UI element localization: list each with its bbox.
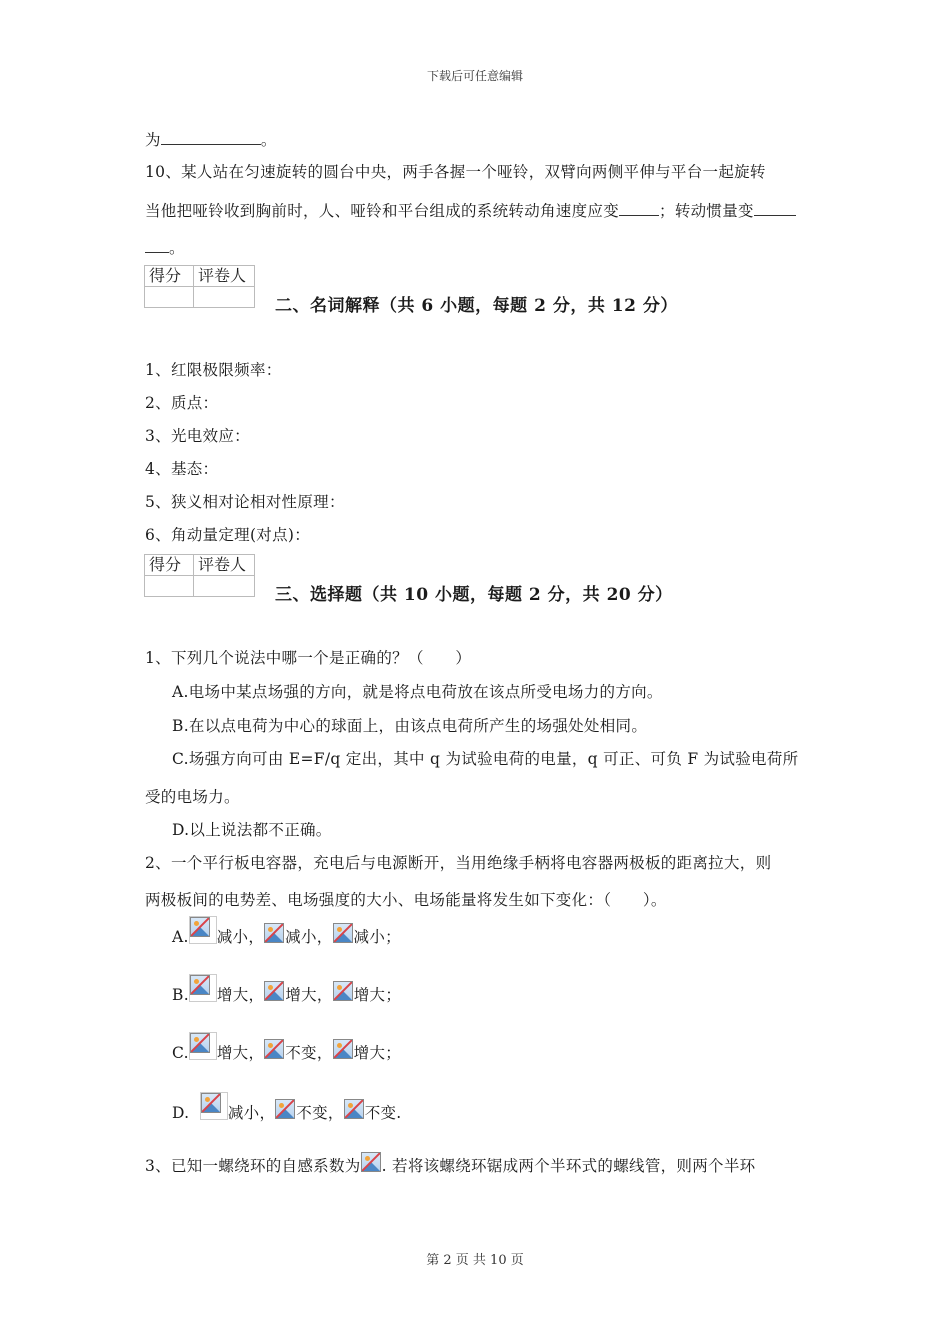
q2-option-a — [172, 916, 401, 947]
q2-option-b — [172, 974, 401, 1005]
broken-image-icon — [275, 1099, 295, 1119]
q3-line1 — [145, 1152, 755, 1176]
option-word: 增大， — [285, 986, 333, 1004]
option-word: 增大， — [216, 986, 265, 1004]
broken-image-icon — [189, 1032, 217, 1060]
option-word: 增大； — [353, 1044, 402, 1062]
term-item: 2、质点： — [145, 394, 219, 412]
broken-image-icon — [361, 1152, 381, 1172]
q9-prefix: 为 — [145, 131, 161, 149]
q2-line1: 2、一个平行板电容器，充电后与电源断开，当用绝缘手柄将电容器两极板的距离拉大，则 — [145, 854, 772, 872]
grader-cell — [194, 576, 255, 597]
q10-line2 — [145, 199, 796, 221]
score-table — [144, 265, 255, 308]
term-item: 4、基态： — [145, 460, 219, 478]
grader-label: 评卷人 — [194, 555, 255, 576]
q10-line2-a: 当他把哑铃收到胸前时，人、哑铃和平台组成的系统转动角速度应变 — [145, 202, 620, 220]
q1-stem: 1、下列几个说法中哪一个是正确的？（ ） — [145, 649, 472, 667]
answer-blank — [145, 238, 169, 253]
q10-line1: 10、某人站在匀速旋转的圆台中央，两手各握一个哑铃，双臂向两侧平伸与平台一起旋转 — [145, 163, 766, 181]
option-label: B. — [172, 986, 189, 1004]
score-label: 得分 — [145, 266, 194, 287]
option-label: D. — [172, 1104, 190, 1122]
broken-image-icon — [264, 1039, 284, 1059]
broken-image-icon — [333, 981, 353, 1001]
broken-image-icon — [333, 923, 353, 943]
term-item: 1、红限极限频率： — [145, 361, 282, 379]
option-word: 减小， — [285, 928, 333, 946]
option-word: 不变， — [296, 1104, 344, 1122]
page-footer: 第 2 页 共 10 页 — [426, 1253, 524, 1268]
q3-text-a: 3、已知一螺绕环的自感系数为 — [145, 1157, 361, 1175]
q2-option-d — [172, 1092, 402, 1123]
term-item: 6、角动量定理(对点)： — [145, 526, 311, 544]
option-word: 减小； — [353, 928, 401, 946]
broken-image-icon — [189, 974, 217, 1002]
q1-option-d: D.以上说法都不正确。 — [172, 821, 332, 839]
broken-image-icon — [333, 1039, 353, 1059]
q10-line3-end: 。 — [169, 239, 185, 257]
answer-blank — [161, 130, 261, 145]
option-word: 减小， — [216, 928, 265, 946]
q2-option-c — [172, 1032, 401, 1063]
broken-image-icon — [264, 923, 284, 943]
broken-image-icon — [189, 916, 217, 944]
broken-image-icon — [200, 1092, 228, 1120]
option-label: C. — [172, 1044, 189, 1062]
option-word: 增大， — [216, 1044, 265, 1062]
score-label: 得分 — [145, 555, 194, 576]
q1-option-c-cont: 受的电场力。 — [145, 788, 240, 806]
answer-blank — [619, 201, 659, 216]
q1-option-b: B.在以点电荷为中心的球面上，由该点电荷所产生的场强处处相同。 — [172, 717, 648, 735]
q10-line3 — [145, 236, 185, 258]
option-word: 减小， — [227, 1104, 276, 1122]
score-cell — [145, 287, 194, 308]
q3-text-b: . 若将该螺绕环锯成两个半环式的螺线管，则两个半环 — [381, 1157, 756, 1175]
page-header: 下载后可任意编辑 — [426, 69, 523, 83]
section3-title: 三、选择题（共 10 小题，每题 2 分，共 20 分） — [275, 585, 673, 605]
q9-tail — [145, 128, 277, 150]
grader-cell — [194, 287, 255, 308]
term-item: 5、狭义相对论相对性原理： — [145, 493, 345, 511]
q1-option-c: C.场强方向可由 E=F/q 定出，其中 q 为试验电荷的电量，q 可正、可负 F 为试验电荷所 — [172, 750, 799, 768]
term-item: 3、光电效应： — [145, 427, 250, 445]
grader-label: 评卷人 — [194, 266, 255, 287]
broken-image-icon — [264, 981, 284, 1001]
q10-line2-b: ；转动惯量变 — [659, 202, 754, 220]
option-word: 增大； — [353, 986, 402, 1004]
q2-line2: 两极板间的电势差、电场强度的大小、电场能量将发生如下变化：（ ）。 — [145, 891, 667, 909]
option-word: 不变， — [285, 1044, 333, 1062]
option-label: A. — [172, 928, 189, 946]
score-table — [144, 554, 255, 597]
q9-suffix: 。 — [260, 131, 277, 149]
answer-blank — [754, 201, 796, 216]
broken-image-icon — [344, 1099, 364, 1119]
q1-option-a: A.电场中某点场强的方向，就是将点电荷放在该点所受电场力的方向。 — [172, 683, 663, 701]
option-word: 不变. — [364, 1104, 402, 1122]
section2-title: 二、名词解释（共 6 小题，每题 2 分，共 12 分） — [275, 296, 678, 316]
score-cell — [145, 576, 194, 597]
